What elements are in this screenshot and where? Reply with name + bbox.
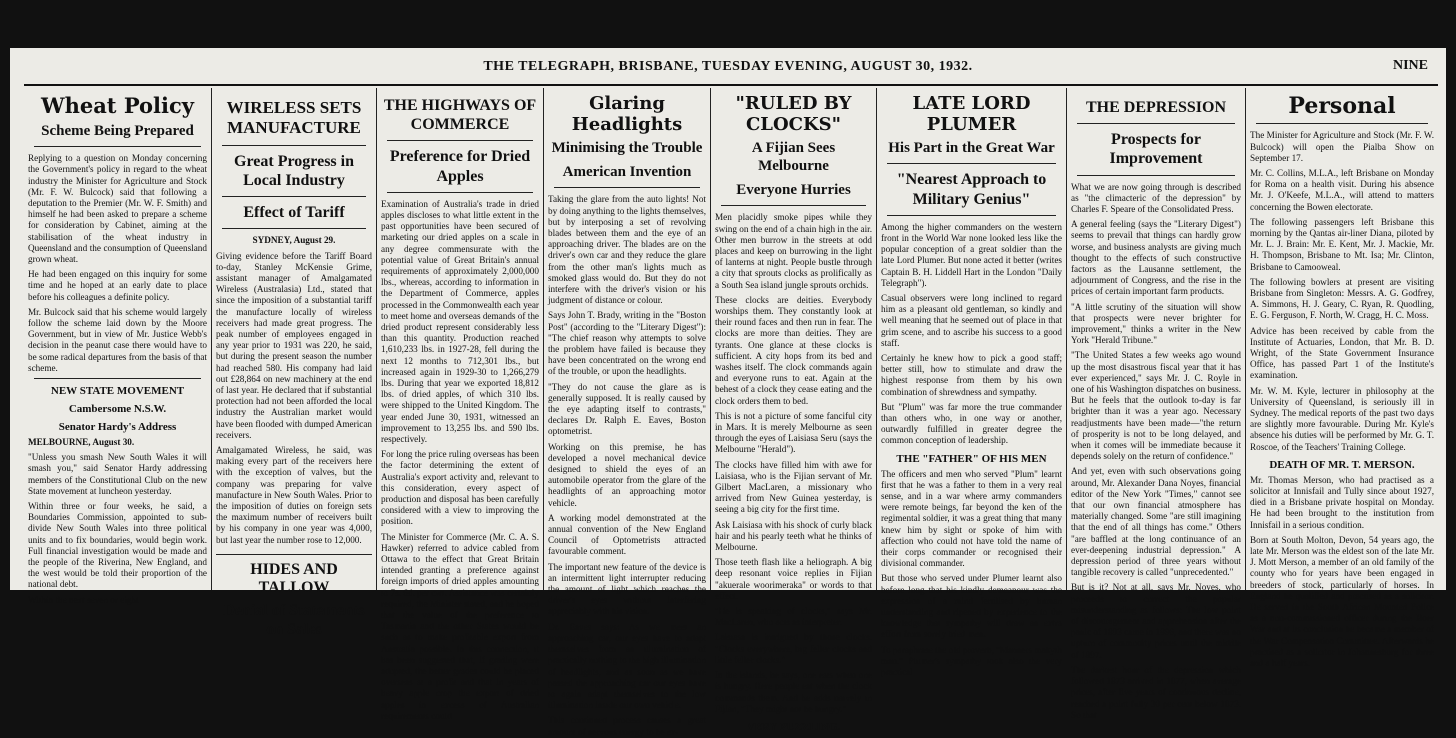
article-columns	[24, 88, 1438, 737]
headline-depression: THE DEPRESSION	[1085, 99, 1227, 116]
column-glaring-headlights	[544, 88, 711, 737]
paragraph: A working model demonstrated at the annual convention of the New England Council of Optometrists attracted favourable comment.	[548, 512, 706, 557]
divider	[222, 145, 366, 146]
paragraph: Those teeth flash like a heliograph. A big deep resonant voice replies in Fijian "akuerale woorimeraka" or words to that effect.	[715, 557, 872, 601]
paragraph: "He is speaking of clocks," says Mr. MacLaren, who acts as interpreter.	[715, 606, 872, 628]
paragraph: Taking the glare from the auto lights! Not by doing anything to the lights themselves, but by interposing a set of revolving blades between them and the eye of an approaching driver. The blades are on the driver's own car and they reduce the glare from the other man's lights much as smoked glass would do. But they do not interfere with the driver's vision or his judgment of distance or colour.	[548, 194, 706, 306]
page-number: NINE	[1392, 58, 1428, 73]
divider	[34, 378, 201, 379]
paragraph: A general feeling (says the "Literary Digest") seems to prevail that things can hardly grow worse, and business analysts are giving much thought to the effects of such constructive factors as the Lausanne settlement, the adjournment of Congress, and the rise in the prices of certain important farm products.	[1071, 219, 1241, 297]
column-highways-commerce	[377, 88, 544, 721]
newspaper-page	[10, 48, 1446, 737]
paragraph: "They do not cause the glare as is generally supposed. It is really caused by the eye adapting itself to contrasts," declares Dr. Ralph E. Eaves, Boston optometrist.	[548, 381, 706, 437]
subhead-progress: Great Progress in Local Industry	[234, 152, 354, 189]
paragraph: He had been engaged on this inquiry for some time and he hoped at an early date to place before his colleagues a definite policy.	[28, 269, 207, 302]
subhead-minimising: Minimising the Trouble	[551, 140, 703, 157]
paragraph: Advice has been received by cable from the Institute of Actuaries, London, that Mr. B. D. Wright, of the State Government Insurance Office, has passed Part 1 of the Institute's examination.	[1250, 325, 1434, 381]
paragraph: Casual observers were long inclined to regard him as a pleasant old gentleman, so kindly and well meaning that he seemed out of place in that grim scene, and to ascribe his success to a good staff.	[881, 292, 1062, 348]
subhead-invention: American Invention	[562, 164, 692, 181]
headline-clocks: "RULED BY CLOCKS"	[735, 93, 852, 135]
paragraph: But is it? Not at all, says Mr. Noyes, who proceeds to correct the popular misunderstanding as follows: The low point of discouragement and apprehension after the panic of 1893 came in 1896, and there was no upturn of commodity prices until the middle of 1897.	[1071, 582, 1241, 660]
subhead-dried-apples: Preference for Dried Apples	[389, 148, 531, 185]
subhead-nsw: Cambersome N.S.W.	[68, 403, 167, 415]
paragraph: But "Plum" was far more the true commander than others who, in one way or another, outwardly fulfilled in greater degree the common conception of leadership.	[881, 401, 1062, 446]
paragraph: These clocks are deities. Everybody worships them. They constantly look at their round faces and then run in fear. The clocks are more than deities. They are tyrants. One glance at these clocks is sufficient. A city hops from its bed and washes itself. The clock commands again and everyone runs to eat. Again at the behest of a clock they cease eating and the clock orders them to bed.	[715, 294, 872, 406]
paragraph: Working on this premise, he has developed a novel mechanical device designed to shield the eyes of an automobile operator from the glare of the headlights of an approaching motor vehicle.	[548, 441, 706, 508]
subhead-fijian: A Fijian Sees Melbourne	[751, 140, 836, 175]
paragraph: The following bowlers at present are visiting Brisbane from Singleton: Messrs. A. G. Godfrey, A. Simmons, H. J. Geary, C. Ryan, R. Quodling, E. G. Ferguson, F. North, W. Cragg, H. C. Moss.	[1250, 276, 1434, 321]
paragraph: Mr. Bulcock said that his scheme would largely follow the scheme laid down by the Moore Government, but in view of Mr. Justice Webb's decision in the peanut case there would have to be some radical departures from the basis of that scheme.	[28, 306, 207, 373]
section-head-father: THE "FATHER" OF HIS MEN	[896, 452, 1047, 465]
paragraph: This continued process causes a great amount of nervous energy to be ex-	[548, 715, 706, 737]
paragraph: The clocks have filled him with awe for Laisiasa, who is the Fijian servant of Mr. Gilbert MacLaren, a missionary who arrived from New Guinea yesterday, is seeing a big city for the first time.	[715, 459, 872, 515]
subhead-great-war: His Part in the Great War	[888, 140, 1055, 157]
paragraph: But those who served under Plumer learnt also before long that his kindly demeanour was the expression of a mind fertilised by human understanding and ripened by experience to the knowledge that sympathy will draw an extra effort from sorely tried men.	[881, 573, 1062, 640]
paragraph: The Minister for Agriculture and Stock (Mr. F. W. Bulcock) will open the Pialba Show on September 17.	[1250, 130, 1434, 163]
divider	[387, 192, 533, 193]
paragraph: Amalgamated Wireless, he said, was making every part of the receivers here with the exception of valves, but the company was preparing for valve manufacture in New South Wales. Prior to the imposition of duties on foreign sets the maximum number of receivers built by his company in one year was 4,000, but last year the number rose to 12,000.	[216, 445, 372, 545]
paragraph: Giving evidence before the Tariff Board to-day, Stanley McKensie Grime, assistant manager of Amalgamated Wireless (Australasia) Ltd., stated that since the imposition of a substantial tariff the manufacture locally of wireless receivers had made great progress. The peak number of employees engaged in any year prior to 1931 was 220, he said, but during the present season the number had reached 580. His company had laid out £28,864 on new machinery at the end of last year. He declared that if substantial protection had not been afforded the local industry the Australian market would have been flooded with dumped American receivers.	[216, 250, 372, 440]
paragraph: Mr. W. M. Kyle, lecturer in philosophy at the University of Queensland, is seriously ill in Sydney. The medical reports of the past two days are slightly more favourable. During Mr. Kyle's absence his duties will be performed by Mr. G. T. Roscoe, of the Teachers' Training College.	[1250, 385, 1434, 452]
divider	[554, 187, 700, 188]
paragraph: This is not a picture of some fanciful city in Mars. It is merely Melbourne as seen through the eyes of Laisiasa Seru (says the Melbourne "Herald").	[715, 410, 872, 455]
headline-hides-tallow: HIDES AND TALLOW	[216, 554, 372, 597]
paragraph: And yet, even with such observations going around, Mr. Alexander Dana Noyes, financial editor of the New York "Times," cannot see that our own financial atmosphere has materially changed. Some "are still imagining that the end of all things has come." Others "are baffled at the long continuance of an ever-deepening industrial depression." A depression period of three years without tangible recovery is called "unprecedented."	[1071, 466, 1241, 578]
paragraph: Dr. Eaves says: As we meet an approaching car, our eyes have to adapt themselves from an illumination of practically nothing to the high illumination of headlights, and as soon as we have passed the approaching car our eyes have to again adapt themselves to the low illumination inside our own vehicle.	[548, 621, 706, 711]
column-personal	[1246, 88, 1438, 669]
paragraph: Among the higher commanders on the western front in the World War none looked less like the popular conception of a great soldier than the late Lord Plumer. But none acted it better (writes Captain B. H. Liddell Hart in the London "Daily Telegraph").	[881, 221, 1062, 288]
paragraph: Mr. Thomas Merson, who had practised as a solicitor at Innisfail and Tully since about 1927, died in a Brisbane private hospital on Monday. He had been brought to the institution from Innisfail in a serious condition.	[1250, 474, 1434, 530]
headline-plumer: LATE LORD PLUMER	[912, 93, 1031, 135]
headline-glaring: Glaring Headlights	[571, 93, 683, 135]
subhead-scheme: Scheme Being Prepared	[41, 123, 194, 140]
paragraph: Laisiasa is intrigued by those clocks. "Clocks everywhere, big feller clocks and little feller clocks."	[715, 632, 872, 665]
paragraph: Ask Laisiasa with his shock of curly black hair and his pearly teeth what he thinks of Melbourne.	[715, 519, 872, 553]
paragraph: Men placidly smoke pipes while they swing on the end of a chain high in the air. Other men burrow in the streets at odd places and keep on burrowing in the light of lanterns at night. People bustle through a city that sprouts clocks as prolifically as a South Sea island jungle sprouts orchids.	[715, 212, 872, 290]
masthead-rule	[24, 84, 1438, 86]
subhead-prospects: Prospects for Improvement	[1109, 131, 1203, 168]
paragraph: The important new feature of the device is an intermittent light interrupter reducing the amount of light which reaches the driver's eyes without interfering appreciably with his vision.	[548, 561, 706, 617]
divider	[387, 140, 533, 141]
paragraph: In the islands, he says, one eats when one is hungry. Here people eat when the clock commands them. And he adds naively in Fijian, "They might not be hungry."	[715, 670, 872, 714]
paragraph: For long the price ruling overseas has been the factor determining the extent of Australia's export activity and, relevant to this consideration, every aspect of production and disposal has been carefully considered with a view to improving the position.	[381, 449, 539, 527]
paragraph: What we are now going through is described as "the climacteric of the depression" by Charles F. Speare of the Consolidated Press.	[1071, 181, 1241, 214]
column-depression	[1067, 88, 1246, 720]
paragraph: "The United States a few weeks ago wound up the most disastrous fiscal year that it has ever experienced," says Mr. J. C. Royle in one of his Washington dispatches on business. But he feels that the outlook to-day is far brighter than it was a year ago. Necessary readjustments have been made—"the return of prosperity is not to be long delayed, and when it comes will be immediate because it depends solely on the return of confidence."	[1071, 350, 1241, 462]
divider	[721, 205, 866, 206]
paragraph: Replying to a question on Monday concerning the Government's policy in regard to the wheat industry the Minister for Agriculture and Stock (Mr. F. W. Bulcock) said that following a deputation to the Premier (Mr. W. F. Smith) and himself he had been asked to prepare a scheme for consideration by Cabinet, aiming at the stabilisation of the wheat industry in Queensland and the consumption of Queensland grown wheat.	[28, 153, 207, 264]
paragraph: Examination of Australia's trade in dried apples discloses to what little extent in the past opportunities have been secured of marketing our dried apples on a scale in any degree commensurate with the potential value of Great Britain's annual requirements of approximately 2,000,000 lbs., whereas, according to information in the Department of Commerce, apples processed in the Commonwealth each year to meet home and overseas demands of the dried product represent considerably less than this quantity. Production reached 1,610,233 lbs. in 1927-28, fell during the next 12 months to 712,301 lbs., but increased again in 1929-30 to 1,266,279 lbs. During that year we exported 18,812 lbs. of dried apples, of which 310 lbs. were shipped to the United Kingdom. The year ended June 30, 1931, witnessed an improvement to 13,255 lbs. and 590 lbs. respectively.	[381, 198, 539, 445]
paragraph: To paraphrase the old proverb, "Manners makyth man." Plumer's sympathy took also the very practical	[881, 644, 1062, 678]
divider	[222, 196, 366, 197]
paragraph: "Unless you smash New South Wales it will smash you," said Senator Hardy addressing members of the Constitutional Club on the new State movement at luncheon yesterday.	[28, 452, 207, 496]
section-head-merson: DEATH OF MR. T. MERSON.	[1269, 458, 1415, 471]
dateline: MELBOURNE, August 30.	[28, 437, 135, 447]
paragraph: The Minister for Commerce (Mr. C. A. S. Hawker) referred to advice cabled from Ottawa to the effect that Great Britain intended granting a preference against foreign imports of dried apples amounting to 7s. 6d. per cwt. Assistance was certainly required, the Minister stated, and he hoped that the value of the preference to Tasmania and the other States would be such as to make profitable export from Australia possible. In this connection, it has been suggested that, if grading were adopted, the better grades could be placed overseas at a profit and that in years of heavy apple crop the export of dried apples in excess of Australian requirements could	[381, 531, 539, 721]
divider	[1077, 123, 1235, 124]
paragraph: Says John T. Brady, writing in the "Boston Post" (according to the "Literary Digest"): "The chief reason why attempts to solve the problem have failed is because they have been concentrated on the wrong end of the trouble, or upon the headlights.	[548, 310, 706, 377]
paragraph: The darkest hour of the depression which followed 1873 arrived in 1877, when average prices, after five years of continuous decline, reached a point fully 30 per cent below 1873. So that	[1071, 664, 1241, 720]
subhead-genius: "Nearest Approach to Military Genius"	[896, 171, 1047, 208]
dateline: SYDNEY, August 29.	[252, 235, 336, 246]
subhead-tariff: Effect of Tariff	[243, 204, 345, 222]
column-wireless-sets	[212, 88, 377, 639]
paragraph: Within the next seven or eight	[28, 594, 139, 605]
paragraph: Certainly he knew how to pick a good staff; better still, how to stimulate and draw the highest response from them by his own combination of shrewdness and sympathy.	[881, 352, 1062, 397]
divider	[34, 146, 201, 147]
paragraph: "A little scrutiny of the situation will show that prospects were never brighter for improvement," thinks a writer in the New York "Herald Tribune."	[1071, 301, 1241, 346]
divider	[1256, 123, 1428, 124]
column-wheat-policy	[24, 88, 212, 605]
subhead-hardy: Senator Hardy's Address	[58, 421, 177, 433]
divider	[887, 163, 1056, 164]
column-lord-plumer	[877, 88, 1067, 678]
column-ruled-by-clocks	[711, 88, 877, 733]
headline-highways: THE HIGHWAYS OF COMMERCE	[383, 97, 537, 134]
divider	[887, 215, 1056, 216]
headline-new-state: NEW STATE MOVEMENT	[50, 385, 185, 397]
paragraph: Born at South Molton, Devon, 54 years ago, the late Mr. Merson was the eldest son of the late Mr. J. Mott Merson, a member of an old family of the county who for years have been engaged in breeders of stock, particularly of horses. In England he qualified and practised as a solicitor. He served in the South African Mounted Police as a non-commissioned officer during the Boer War and at its conclusion he became a member of the War Compensation Committee. Afterwards he practised as a solicitor in Johannesburg for three and a half years.	[1250, 534, 1434, 669]
section-head-puzzling: VERY PUZZLING.	[746, 720, 841, 733]
paragraph: The officers and men who served "Plum" learnt first that he was a father to them in a very real sense, and in a war where army commanders were remote beings, far beyond the ken of the regimental soldier, it was a great thing that many knew him by sight or spoke of him with affection who could not have told the name of their corps commander or recognised their divisional commander.	[881, 468, 1062, 569]
divider	[1077, 175, 1235, 176]
subhead-denial: Denial of Statements on Sales	[223, 601, 365, 639]
headline-personal: Personal	[1288, 93, 1396, 119]
masthead: THE TELEGRAPH, BRISBANE, TUESDAY EVENING, AUGUST 30, 1932.	[483, 59, 973, 74]
paragraph: Mr. C. Collins, M.L.A., left Brisbane on Monday for Roma on a health visit. During his absence Mr. J. O'Keefe, M.L.A., will attend to matters concerning the Bowen electorate.	[1250, 167, 1434, 212]
subhead-hurries: Everyone Hurries	[736, 182, 851, 199]
headline-wheat-policy: Wheat Policy	[40, 93, 194, 118]
divider	[222, 228, 366, 229]
paragraph: The following passengers left Brisbane this morning by the Qantas air-liner Diana, piloted by Mr. L. J. Brain: Mr. E. Kent, Mr. J. Mackie, Mr. H. Thompson, Brisbane to Mt. Isa; Mr. Clinton, Brisbane to Camooweal.	[1250, 216, 1434, 272]
headline-wireless: WIRELESS SETS MANUFACTURE	[226, 98, 362, 138]
paragraph: Within three or four weeks, he said, a Boundaries Commission, appointed to sub-divide New South Wales into three political units and to fix boundaries, would begin work. Full financial investigation would be made and the people of the Riverina, New England, and the west would be told their proportion of the national debt.	[28, 501, 207, 590]
